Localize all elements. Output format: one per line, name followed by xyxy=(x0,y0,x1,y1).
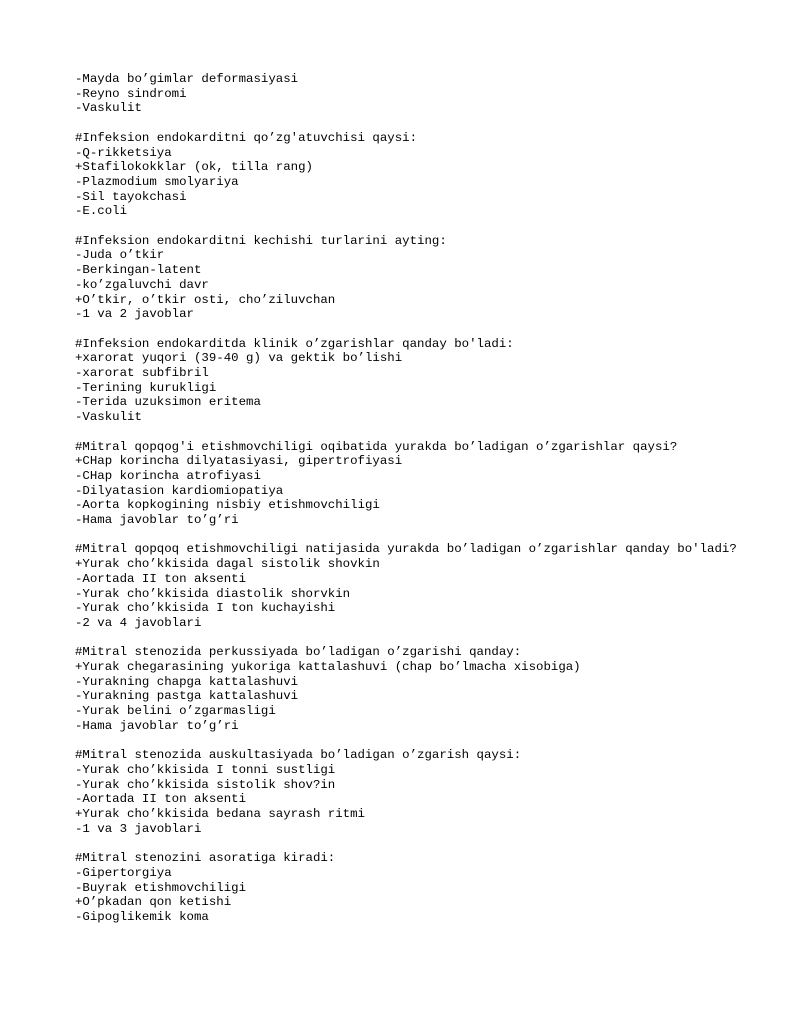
answer-option: +O’pkadan qon ketishi xyxy=(75,895,232,910)
answer-option: -Reyno sindromi xyxy=(75,86,187,101)
question-text: #Mitral stenozida auskultasiyada bo’ladigan o’zgarish qaysi: xyxy=(75,748,522,763)
answer-option: -Yurak cho’kkisida I tonni sustligi xyxy=(75,762,336,777)
answer-option: +Yurak cho’kkisida dagal sistolik shovkin xyxy=(75,557,380,572)
question-block xyxy=(75,440,775,528)
answer-option: -Hama javoblar to’g’ri xyxy=(75,513,239,528)
answer-option: -Terida uzuksimon eritema xyxy=(75,395,261,410)
answer-option: +O’tkir, o’tkir osti, cho’ziluvchan xyxy=(75,292,336,307)
answer-option: -E.coli xyxy=(75,204,128,219)
answer-option: -1 va 2 javoblar xyxy=(75,307,194,322)
answer-option: -Mayda bo’gimlar deformasiyasi xyxy=(75,72,299,86)
question-block xyxy=(75,542,775,630)
answer-option: -Dilyatasion kardiomiopatiya xyxy=(75,483,284,498)
answer-option: -Q-rikketsiya xyxy=(75,145,172,160)
answer-option: -Yurak cho’kkisida sistolik shov?in xyxy=(75,777,336,792)
answer-option: -Vaskulit xyxy=(75,410,142,425)
question-block xyxy=(75,337,775,425)
answer-option: -Yurak cho’kkisida diastolik shorvkin xyxy=(75,586,351,601)
answer-option: -1 va 3 javoblari xyxy=(75,821,202,836)
answer-option: +Yurak chegarasining yukoriga kattalashuvi (chap bo’lmacha xisobiga) xyxy=(75,660,581,675)
question-block xyxy=(75,72,775,116)
answer-option: -Gipoglikemik koma xyxy=(75,909,209,924)
question-text: #Mitral qopqoq etishmovchiligi natijasida yurakda bo’ladigan o’zgarishlar qanday bo'ladi? xyxy=(75,542,737,557)
answer-option: -Vaskulit xyxy=(75,101,142,116)
question-text: #Infeksion endokarditni kechishi turlarini ayting: xyxy=(75,233,447,248)
answer-option: -Yurakning pastga kattalashuvi xyxy=(75,689,299,704)
answer-option: -Gipertorgiya xyxy=(75,865,172,880)
document-page xyxy=(75,72,775,939)
answer-option: +Stafilokokklar (ok, tilla rang) xyxy=(75,160,313,175)
answer-option: -Aortada II ton aksenti xyxy=(75,792,247,807)
question-text: #Mitral stenozida perkussiyada bo’ladigan o’zgarishi qanday: xyxy=(75,645,522,660)
question-block xyxy=(75,851,775,925)
question-text: #Infeksion endokarditda klinik o’zgarishlar qanday bo'ladi: xyxy=(75,336,514,351)
question-text: #Mitral qopqog'i etishmovchiligi oqibatida yurakda bo’ladigan o’zgarishlar qaysi? xyxy=(75,439,678,454)
answer-option: -CHap korincha atrofiyasi xyxy=(75,468,261,483)
answer-option: -Buyrak etishmovchiligi xyxy=(75,880,247,895)
answer-option: -xarorat subfibril xyxy=(75,366,209,381)
answer-option: -Juda o’tkir xyxy=(75,248,165,263)
answer-option: -Plazmodium smolyariya xyxy=(75,174,239,189)
question-block xyxy=(75,234,775,322)
answer-option: -Aortada II ton aksenti xyxy=(75,571,247,586)
answer-option: -Hama javoblar to’g’ri xyxy=(75,718,239,733)
question-block xyxy=(75,131,775,219)
question-text: #Mitral stenozini asoratiga kiradi: xyxy=(75,851,336,866)
answer-option: -ko’zgaluvchi davr xyxy=(75,277,209,292)
answer-option: -Yurak cho’kkisida I ton kuchayishi xyxy=(75,601,336,616)
answer-option: -Sil tayokchasi xyxy=(75,189,187,204)
question-block xyxy=(75,645,775,733)
answer-option: +Yurak cho’kkisida bedana sayrash ritmi xyxy=(75,807,365,822)
answer-option: -Terining kurukligi xyxy=(75,380,217,395)
answer-option: -Yurak belini o’zgarmasligi xyxy=(75,704,276,719)
answer-option: -Aorta kopkogining nisbiy etishmovchiligi xyxy=(75,498,380,513)
answer-option: -Yurakning chapga kattalashuvi xyxy=(75,674,299,689)
answer-option: -2 va 4 javoblari xyxy=(75,615,202,630)
answer-option: +CHap korincha dilyatasiyasi, gipertrofiyasi xyxy=(75,454,403,469)
answer-option: +xarorat yuqori (39-40 g) va gektik bo’lishi xyxy=(75,351,403,366)
answer-option: -Berkingan-latent xyxy=(75,263,202,278)
question-block xyxy=(75,748,775,836)
question-text: #Infeksion endokarditni qo’zg'atuvchisi qaysi: xyxy=(75,130,418,145)
